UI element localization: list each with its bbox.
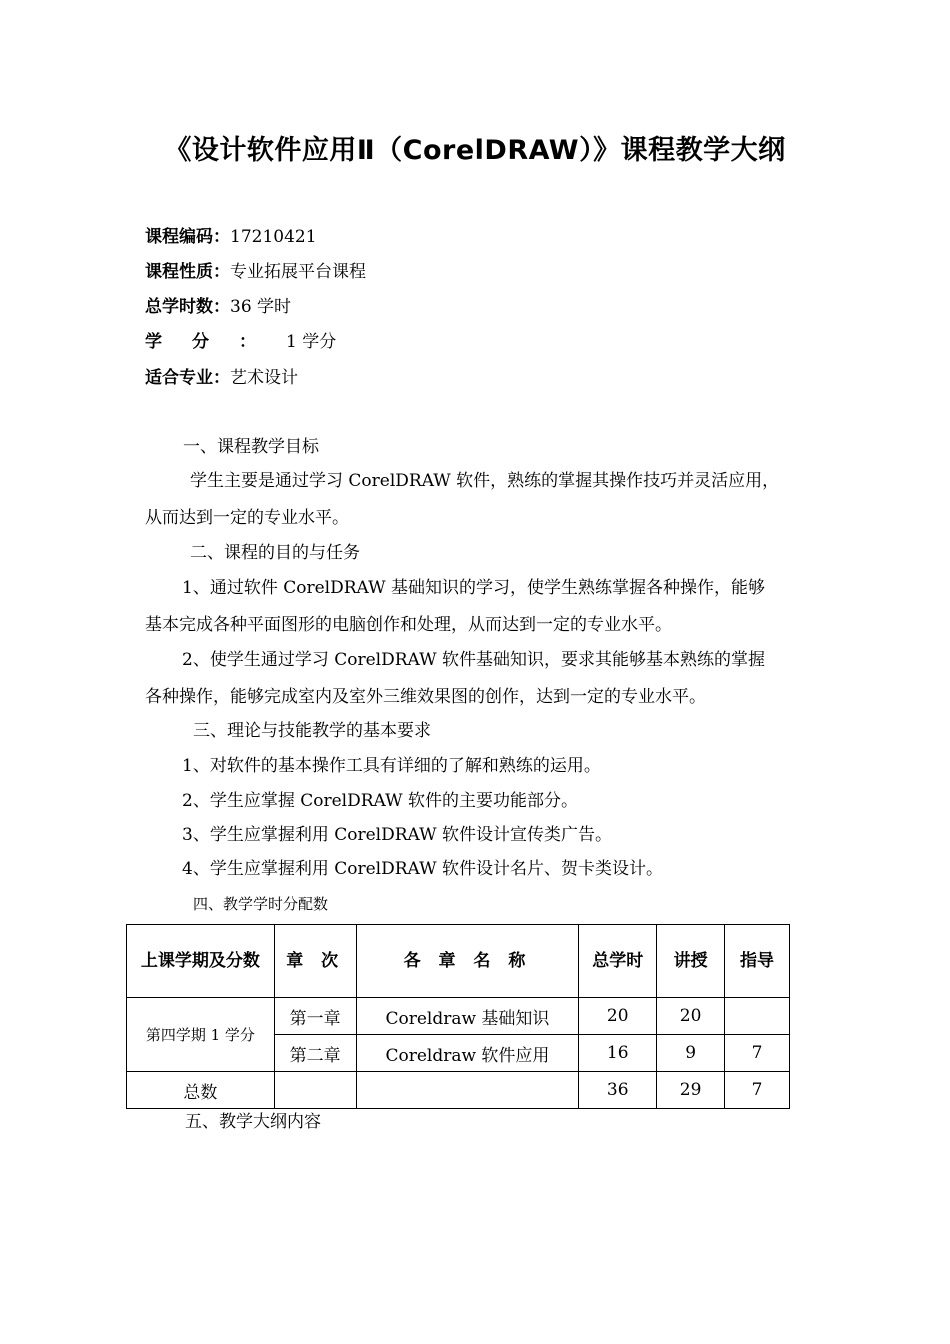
cell-guide [725,998,790,1035]
section-heading-3: 三、理论与技能教学的基本要求 [193,721,431,741]
list-item: 1、对软件的基本操作工具有详细的了解和熟练的运用。 [182,756,601,776]
table-header-row [127,925,790,998]
paragraph-line: 各种操作，能够完成室内及室外三维效果图的创作，达到一定的专业水平。 [145,687,706,707]
meta-value: 36 学时 [230,297,292,317]
section-heading-4: 四、教学学时分配数 [193,895,329,913]
cell-chapter [274,1072,356,1109]
meta-key: 学分： [145,332,286,352]
list-item: 2、学生应掌握 CorelDRAW 软件的主要功能部分。 [182,791,578,811]
meta-key: 总学时数： [145,297,230,317]
section-heading-2: 二、课程的目的与任务 [190,543,360,563]
paragraph-line: 基本完成各种平面图形的电脑创作和处理，从而达到一定的专业水平。 [145,615,672,635]
list-item: 3、学生应掌握利用 CorelDRAW 软件设计宣传类广告。 [182,825,612,845]
meta-key: 课程性质： [145,262,230,282]
meta-value: 17210421 [230,227,317,247]
cell-lecture: 9 [657,1035,725,1072]
cell-semester: 第四学期 1 学分 [127,998,275,1072]
table-row [127,998,790,1035]
table-sum-row [127,1072,790,1109]
meta-course-nature [145,260,366,284]
paragraph-line: 从而达到一定的专业水平。 [145,508,349,528]
meta-credits [145,330,336,354]
cell-chapter: 第二章 [274,1035,356,1072]
cell-lecture: 29 [657,1072,725,1109]
header-total-hours: 总学时 [579,925,657,998]
paragraph-line: 2、使学生通过学习 CorelDRAW 软件基础知识，要求其能够基本熟练的掌握 [182,650,765,670]
cell-chapter: 第一章 [274,998,356,1035]
cell-total: 16 [579,1035,657,1072]
header-chapter-name: 各 章 名 称 [356,925,579,998]
meta-key: 课程编码： [145,227,230,247]
header-guidance: 指导 [725,925,790,998]
meta-value: 专业拓展平台课程 [230,262,366,282]
meta-major [145,366,298,390]
header-chapter: 章 次 [274,925,356,998]
meta-value: 艺术设计 [230,368,298,388]
meta-course-code [145,225,317,249]
page-title: 《设计软件应用Ⅱ（CorelDRAW）》课程教学大纲 [164,135,786,166]
cell-total: 36 [579,1072,657,1109]
paragraph-line: 1、通过软件 CorelDRAW 基础知识的学习，使学生熟练掌握各种操作，能够 [182,578,765,598]
cell-chapter-name [356,1072,579,1109]
header-semester: 上课学期及分数 [127,925,275,998]
section-heading-5: 五、教学大纲内容 [185,1112,321,1132]
cell-chapter-name: Coreldraw 软件应用 [356,1035,579,1072]
cell-guide: 7 [725,1035,790,1072]
section-heading-1: 一、课程教学目标 [183,437,319,457]
cell-guide: 7 [725,1072,790,1109]
cell-sum-label: 总数 [127,1072,275,1109]
cell-lecture: 20 [657,998,725,1035]
paragraph-line: 学生主要是通过学习 CorelDRAW 软件，熟练的掌握其操作技巧并灵活应用， [190,471,780,491]
list-item: 4、学生应掌握利用 CorelDRAW 软件设计名片、贺卡类设计。 [182,859,663,879]
meta-total-hours [145,295,291,319]
meta-value: 1 学分 [286,332,337,352]
cell-total: 20 [579,998,657,1035]
hours-allocation-table [126,924,790,1109]
cell-chapter-name: Coreldraw 基础知识 [356,998,579,1035]
header-lecture: 讲授 [657,925,725,998]
meta-key: 适合专业： [145,368,230,388]
